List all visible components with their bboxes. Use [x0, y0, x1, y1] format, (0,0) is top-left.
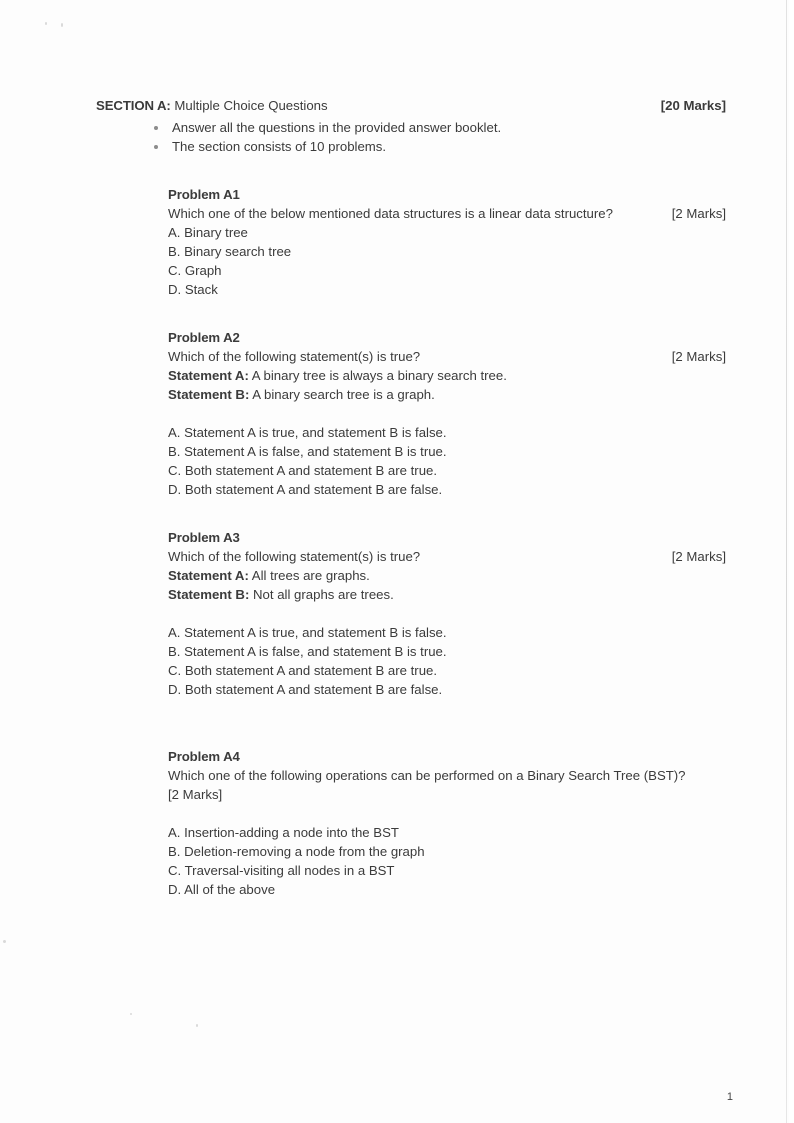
problem-title: Problem A1	[168, 187, 240, 202]
problem-prompt: Which of the following statement(s) is true?	[168, 349, 421, 364]
bullet-icon	[154, 126, 158, 130]
statement-a-label: Statement A:	[168, 568, 249, 583]
statement-b-text: Not all graphs are trees.	[249, 587, 394, 602]
scan-speck	[61, 23, 63, 27]
option-d[interactable]: D. Both statement A and statement B are false.	[168, 682, 443, 697]
section-header	[96, 96, 726, 115]
problem-prompt: Which one of the following operations can be performed on a Binary Search Tree (BST)?	[168, 768, 686, 783]
option-c[interactable]: C. Both statement A and statement B are true.	[168, 463, 438, 478]
option-a[interactable]: A. Statement A is true, and statement B is false.	[168, 625, 447, 640]
list-item	[96, 137, 726, 156]
scan-edge-line	[786, 0, 787, 1123]
bullet-icon	[154, 145, 158, 149]
option-a[interactable]: A. Insertion-adding a node into the BST	[168, 825, 399, 840]
problem-options	[168, 623, 726, 699]
option-a[interactable]: A. Binary tree	[168, 225, 248, 240]
option-b[interactable]: B. Binary search tree	[168, 244, 292, 259]
statement-b-label: Statement B:	[168, 387, 250, 402]
option-c[interactable]: C. Both statement A and statement B are true.	[168, 663, 438, 678]
statement-b-text: A binary search tree is a graph.	[249, 387, 435, 402]
section-label: SECTION A:	[96, 98, 171, 113]
section-title: Multiple Choice Questions	[170, 98, 328, 113]
statement-b-label: Statement B:	[168, 587, 250, 602]
statement-b	[168, 385, 726, 404]
problem-title: Problem A3	[168, 530, 240, 545]
section-instructions	[96, 118, 726, 156]
option-d[interactable]: D. All of the above	[168, 882, 276, 897]
problem-options	[168, 223, 726, 299]
problem-a2	[168, 328, 726, 499]
problem-options	[168, 823, 726, 899]
option-d[interactable]: D. Stack	[168, 282, 218, 297]
problem-marks: [2 Marks]	[671, 206, 726, 221]
problem-marks: [2 Marks]	[671, 349, 726, 364]
statement-a	[168, 566, 726, 585]
statement-a	[168, 366, 726, 385]
problem-a1	[168, 185, 726, 299]
problem-title: Problem A2	[168, 330, 240, 345]
option-b[interactable]: B. Deletion-removing a node from the graph	[168, 844, 425, 859]
instruction-text: The section consists of 10 problems.	[172, 139, 387, 154]
scan-margin-fill	[789, 0, 794, 1123]
option-d[interactable]: D. Both statement A and statement B are false.	[168, 482, 443, 497]
problem-prompt-row	[168, 347, 726, 366]
problem-title: Problem A4	[168, 749, 240, 764]
problem-prompt-row	[168, 204, 726, 223]
problem-a3	[168, 528, 726, 699]
problem-prompt: Which one of the below mentioned data structures is a linear data structure?	[168, 206, 613, 221]
statement-a-text: All trees are graphs.	[248, 568, 370, 583]
section-marks: [20 Marks]	[660, 98, 726, 113]
scan-speck	[196, 1024, 198, 1027]
page-number: 1	[726, 1091, 733, 1103]
statement-b	[168, 585, 726, 604]
option-b[interactable]: B. Statement A is false, and statement B is true.	[168, 644, 447, 659]
problem-prompt: Which of the following statement(s) is true?	[168, 549, 421, 564]
problem-a4	[168, 747, 726, 899]
scan-speck	[130, 1013, 132, 1015]
problem-prompt-row	[168, 547, 726, 566]
list-item	[96, 118, 726, 137]
option-c[interactable]: C. Graph	[168, 263, 222, 278]
statement-a-text: A binary tree is always a binary search tree.	[248, 368, 507, 383]
scan-speck	[45, 22, 47, 25]
page-content	[96, 96, 726, 899]
scan-speck	[3, 940, 6, 943]
problem-marks: [2 Marks]	[168, 787, 223, 802]
problem-options	[168, 423, 726, 499]
problem-marks: [2 Marks]	[671, 549, 726, 564]
option-b[interactable]: B. Statement A is false, and statement B is true.	[168, 444, 447, 459]
instruction-text: Answer all the questions in the provided answer booklet.	[172, 120, 502, 135]
option-c[interactable]: C. Traversal-visiting all nodes in a BST	[168, 863, 395, 878]
option-a[interactable]: A. Statement A is true, and statement B is false.	[168, 425, 447, 440]
statement-a-label: Statement A:	[168, 368, 249, 383]
